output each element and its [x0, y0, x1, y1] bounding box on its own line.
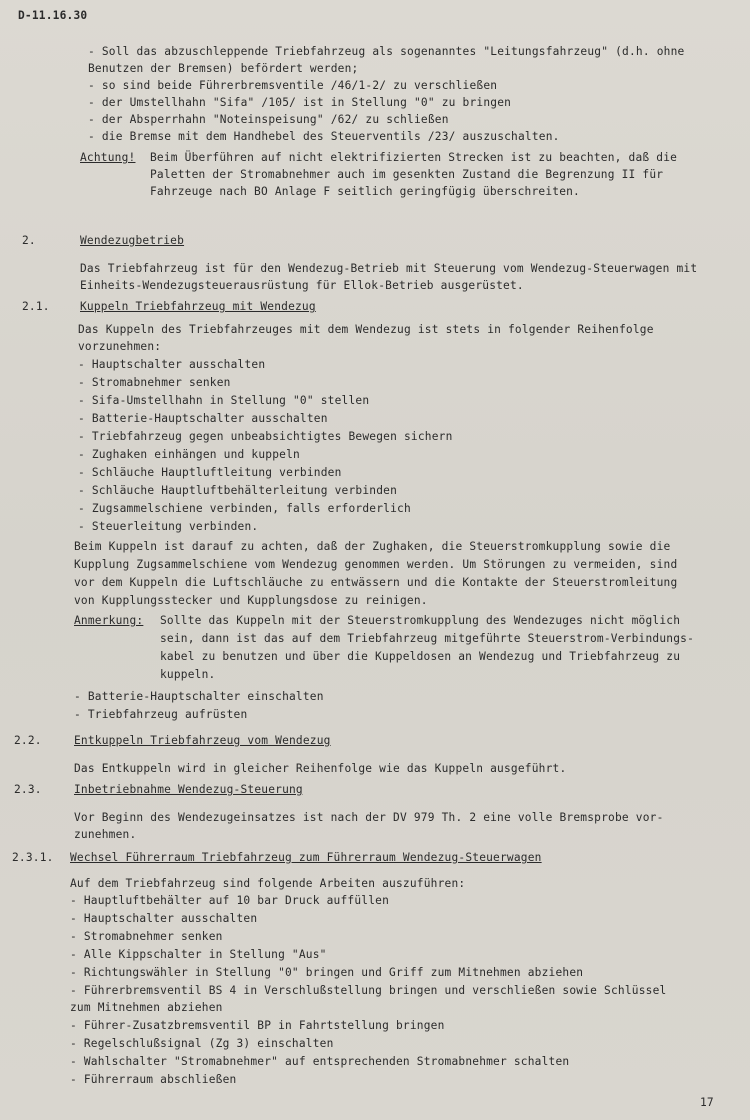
list-item: - Stromabnehmer senken	[70, 930, 223, 943]
list-item: - Schläuche Hauptluftbehälterleitung verbinden	[78, 484, 398, 497]
text-line: vor dem Kuppeln die Luftschläuche zu entwässern und die Kontakte der Steuerstromleitung	[74, 576, 678, 589]
anmerkung-label: Anmerkung:	[74, 614, 144, 627]
document-id: D-11.16.30	[18, 9, 88, 22]
list-item: - Batterie-Hauptschalter ausschalten	[78, 412, 328, 425]
text-line: kabel zu benutzen und über die Kuppeldosen an Wendezug und Triebfahrzeug zu	[160, 650, 681, 663]
list-item: - Hauptluftbehälter auf 10 bar Druck auffüllen	[70, 894, 390, 907]
list-item: - Wahlschalter "Stromabnehmer" auf entsprechenden Stromabnehmer schalten	[70, 1055, 570, 1068]
text-line: - der Umstellhahn "Sifa" /105/ ist in Stellung "0" zu bringen	[88, 96, 512, 109]
list-item: - Hauptschalter ausschalten	[70, 912, 258, 925]
text-line: Beim Überführen auf nicht elektrifizierten Strecken ist zu beachten, daß die	[150, 151, 678, 164]
list-item: - Richtungswähler in Stellung "0" bringen und Griff zum Mitnehmen abziehen	[70, 966, 584, 979]
list-item: - Führer-Zusatzbremsventil BP in Fahrtstellung bringen	[70, 1019, 445, 1032]
list-item: - Triebfahrzeug gegen unbeabsichtigtes Bewegen sichern	[78, 430, 453, 443]
section-title: Kuppeln Triebfahrzeug mit Wendezug	[80, 300, 316, 313]
text-line: Das Kuppeln des Triebfahrzeuges mit dem Wendezug ist stets in folgender Reihenfolge	[78, 323, 654, 336]
list-item: - Alle Kippschalter in Stellung "Aus"	[70, 948, 327, 961]
text-line: - so sind beide Führerbremsventile /46/1-2/ zu verschließen	[88, 79, 498, 92]
list-item: - Hauptschalter ausschalten	[78, 358, 266, 371]
text-line: Sollte das Kuppeln mit der Steuerstromkupplung des Wendezuges nicht möglich	[160, 614, 681, 627]
text-line: Einheits-Wendezugsteuerausrüstung für Ellok-Betrieb ausgerüstet.	[80, 279, 524, 292]
text-line: vorzunehmen:	[78, 340, 162, 353]
section-number: 2.1.	[22, 300, 50, 313]
list-item: - Führerraum abschließen	[70, 1073, 237, 1086]
list-item: - Schläuche Hauptluftleitung verbinden	[78, 466, 342, 479]
section-number: 2.2.	[14, 734, 42, 747]
text-line: Das Triebfahrzeug ist für den Wendezug-Betrieb mit Steuerung vom Wendezug-Steuerwagen mit	[80, 262, 698, 275]
list-item: - Führerbremsventil BS 4 in Verschlußstellung bringen und verschließen sowie Schlüssel	[70, 984, 667, 997]
list-item: - Batterie-Hauptschalter einschalten	[74, 690, 324, 703]
text-line: Fahrzeuge nach BO Anlage F seitlich geringfügig überschreiten.	[150, 185, 580, 198]
section-number: 2.	[22, 234, 36, 247]
achtung-label: Achtung!	[80, 151, 136, 164]
text-line: Paletten der Stromabnehmer auch im gesenkten Zustand die Begrenzung II für	[150, 168, 664, 181]
text-line: Das Entkuppeln wird in gleicher Reihenfolge wie das Kuppeln ausgeführt.	[74, 762, 567, 775]
list-item: - Triebfahrzeug aufrüsten	[74, 708, 248, 721]
section-title: Inbetriebnahme Wendezug-Steuerung	[74, 783, 303, 796]
text-line: zunehmen.	[74, 828, 137, 841]
list-item: - Regelschlußsignal (Zg 3) einschalten	[70, 1037, 334, 1050]
section-number: 2.3.1.	[12, 851, 54, 864]
list-item: zum Mitnehmen abziehen	[70, 1001, 223, 1014]
text-line: - Soll das abzuschleppende Triebfahrzeug als sogenanntes "Leitungsfahrzeug" (d.h. ohne	[88, 45, 685, 58]
list-item: - Stromabnehmer senken	[78, 376, 231, 389]
text-line: kuppeln.	[160, 668, 216, 681]
section-title: Wechsel Führerraum Triebfahrzeug zum Führerraum Wendezug-Steuerwagen	[70, 851, 542, 864]
text-line: Auf dem Triebfahrzeug sind folgende Arbeiten auszuführen:	[70, 877, 466, 890]
list-item: - Steuerleitung verbinden.	[78, 520, 259, 533]
text-line: von Kupplungsstecker und Kupplungsdose zu reinigen.	[74, 594, 428, 607]
text-line: Benutzen der Bremsen) befördert werden;	[88, 62, 359, 75]
text-line: Vor Beginn des Wendezugeinsatzes ist nach der DV 979 Th. 2 eine volle Bremsprobe vor-	[74, 811, 664, 824]
section-title: Entkuppeln Triebfahrzeug vom Wendezug	[74, 734, 331, 747]
section-title: Wendezugbetrieb	[80, 234, 185, 247]
text-line: Kupplung Zugsammelschiene vom Wendezug genommen werden. Um Störungen zu vermeiden, sind	[74, 558, 678, 571]
section-number: 2.3.	[14, 783, 42, 796]
text-line: sein, dann ist das auf dem Triebfahrzeug mitgeführte Steuerstrom-Verbindungs-	[160, 632, 695, 645]
list-item: - Zugsammelschiene verbinden, falls erforderlich	[78, 502, 411, 515]
page-number: 17	[700, 1096, 714, 1109]
text-line: - die Bremse mit dem Handhebel des Steuerventils /23/ auszuschalten.	[88, 130, 560, 143]
list-item: - Sifa-Umstellhahn in Stellung "0" stellen	[78, 394, 370, 407]
list-item: - Zughaken einhängen und kuppeln	[78, 448, 300, 461]
text-line: - der Absperrhahn "Noteinspeisung" /62/ zu schließen	[88, 113, 449, 126]
text-line: Beim Kuppeln ist darauf zu achten, daß der Zughaken, die Steuerstromkupplung sowie die	[74, 540, 671, 553]
